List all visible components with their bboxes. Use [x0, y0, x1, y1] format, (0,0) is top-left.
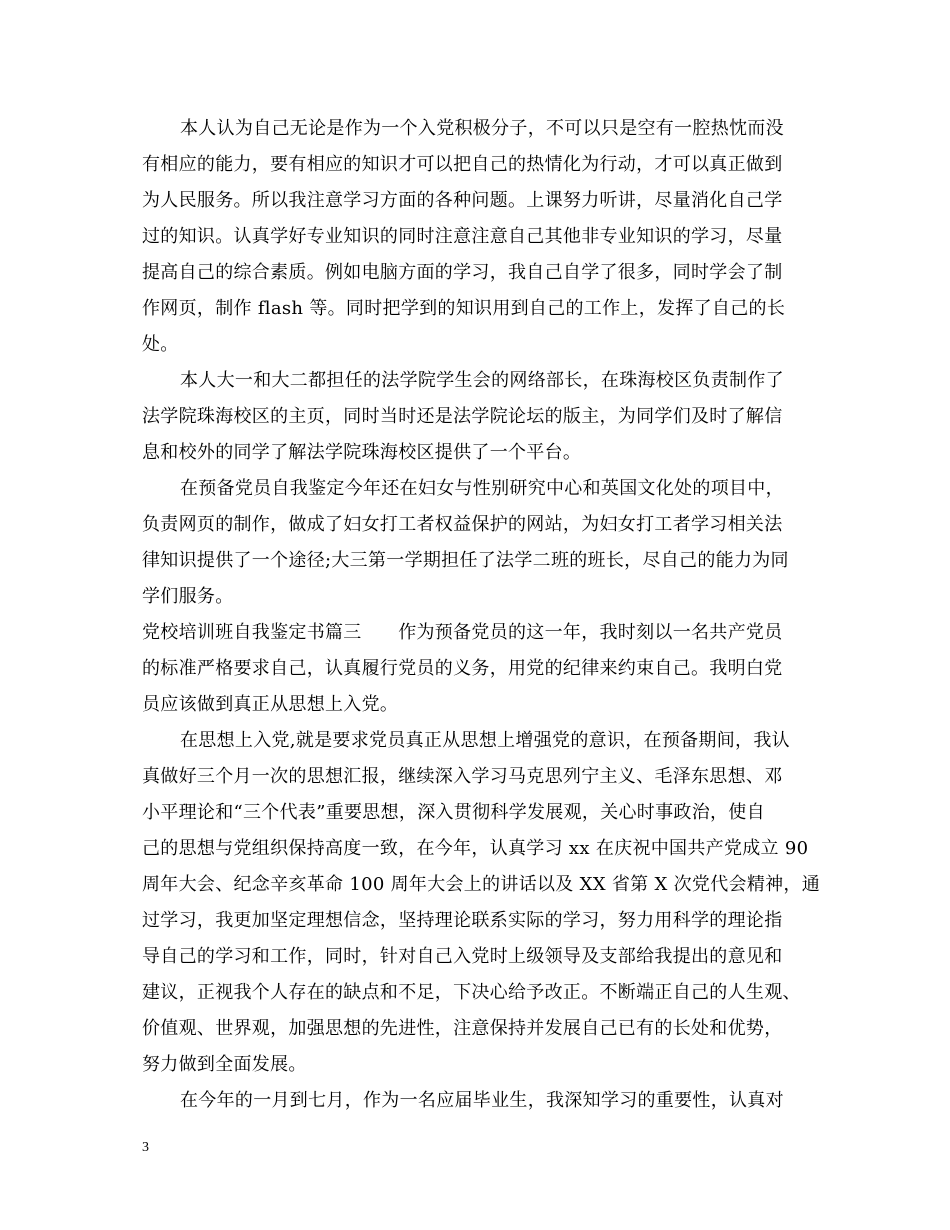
text-line: 在预备党员自我鉴定今年还在妇女与性别研究中心和英国文化处的项目中，: [180, 478, 784, 499]
text-line: 本人大一和大二都担任的法学院学生会的网络部长，在珠海校区负责制作了: [180, 370, 784, 391]
text-line: 真做好三个月一次的思想汇报，继续深入学习马克思列宁主义、毛泽东思想、邓: [142, 766, 783, 787]
text-line: 努力做到全面发展。: [142, 1054, 307, 1075]
text-line: 导自己的学习和工作，同时，针对自己入党时上级领导及支部给我提出的意见和: [142, 946, 783, 967]
text-line: 周年大会、纪念辛亥革命 100 周年大会上的讲话以及 XX 省第 X 次党代会精神，通: [142, 874, 821, 895]
text-line: 处。: [142, 334, 179, 355]
text-line: 负责网页的制作，做成了妇女打工者权益保护的网站，为妇女打工者学习相关法: [142, 514, 783, 535]
text-line: 学们服务。: [142, 586, 234, 607]
text-line: 本人认为自己无论是作为一个入党积极分子，不可以只是空有一腔热忱而没: [180, 118, 784, 139]
page-number: 3: [142, 1140, 149, 1155]
text-line: 己的思想与党组织保持高度一致，在今年，认真学习 xx 在庆祝中国共产党成立 90: [142, 838, 809, 859]
text-line: 小平理论和“三个代表”重要思想，深入贯彻科学发展观，关心时事政治，使自: [142, 802, 765, 823]
text-line: 建议，正视我个人存在的缺点和不足，下决心给予改正。不断端正自己的人生观、: [142, 982, 801, 1003]
text-line: 党校培训班自我鉴定书篇三 作为预备党员的这一年，我时刻以一名共产党员: [142, 622, 783, 643]
text-line: 有相应的能力，要有相应的知识才可以把自己的热情化为行动，才可以真正做到: [142, 154, 783, 175]
text-line: 员应该做到真正从思想上入党。: [142, 694, 399, 715]
text-line: 为人民服务。所以我注意学习方面的各种问题。上课努力听讲，尽量消化自己学: [142, 190, 783, 211]
text-line: 的标准严格要求自己，认真履行党员的义务，用党的纪律来约束自己。我明白党: [142, 658, 783, 679]
text-line: 在今年的一月到七月，作为一名应届毕业生，我深知学习的重要性，认真对: [180, 1090, 784, 1111]
text-line: 作网页，制作 flash 等。同时把学到的知识用到自己的工作上，发挥了自己的长: [142, 298, 786, 319]
text-line: 在思想上入党,就是要求党员真正从思想上增强党的意识，在预备期间，我认: [180, 730, 790, 751]
text-line: 息和校外的同学了解法学院珠海校区提供了一个平台。: [142, 442, 582, 463]
text-line: 过的知识。认真学好专业知识的同时注意注意自己其他非专业知识的学习，尽量: [142, 226, 783, 247]
text-line: 价值观、世界观，加强思想的先进性，注意保持并发展自己已有的长处和优势，: [142, 1018, 783, 1039]
text-line: 法学院珠海校区的主页，同时当时还是法学院论坛的版主，为同学们及时了解信: [142, 406, 783, 427]
text-line: 过学习，我更加坚定理想信念，坚持理论联系实际的学习，努力用科学的理论指: [142, 910, 783, 931]
text-line: 提高自己的综合素质。例如电脑方面的学习，我自己自学了很多，同时学会了制: [142, 262, 783, 283]
text-line: 律知识提供了一个途径;大三第一学期担任了法学二班的班长，尽自己的能力为同: [142, 550, 789, 571]
